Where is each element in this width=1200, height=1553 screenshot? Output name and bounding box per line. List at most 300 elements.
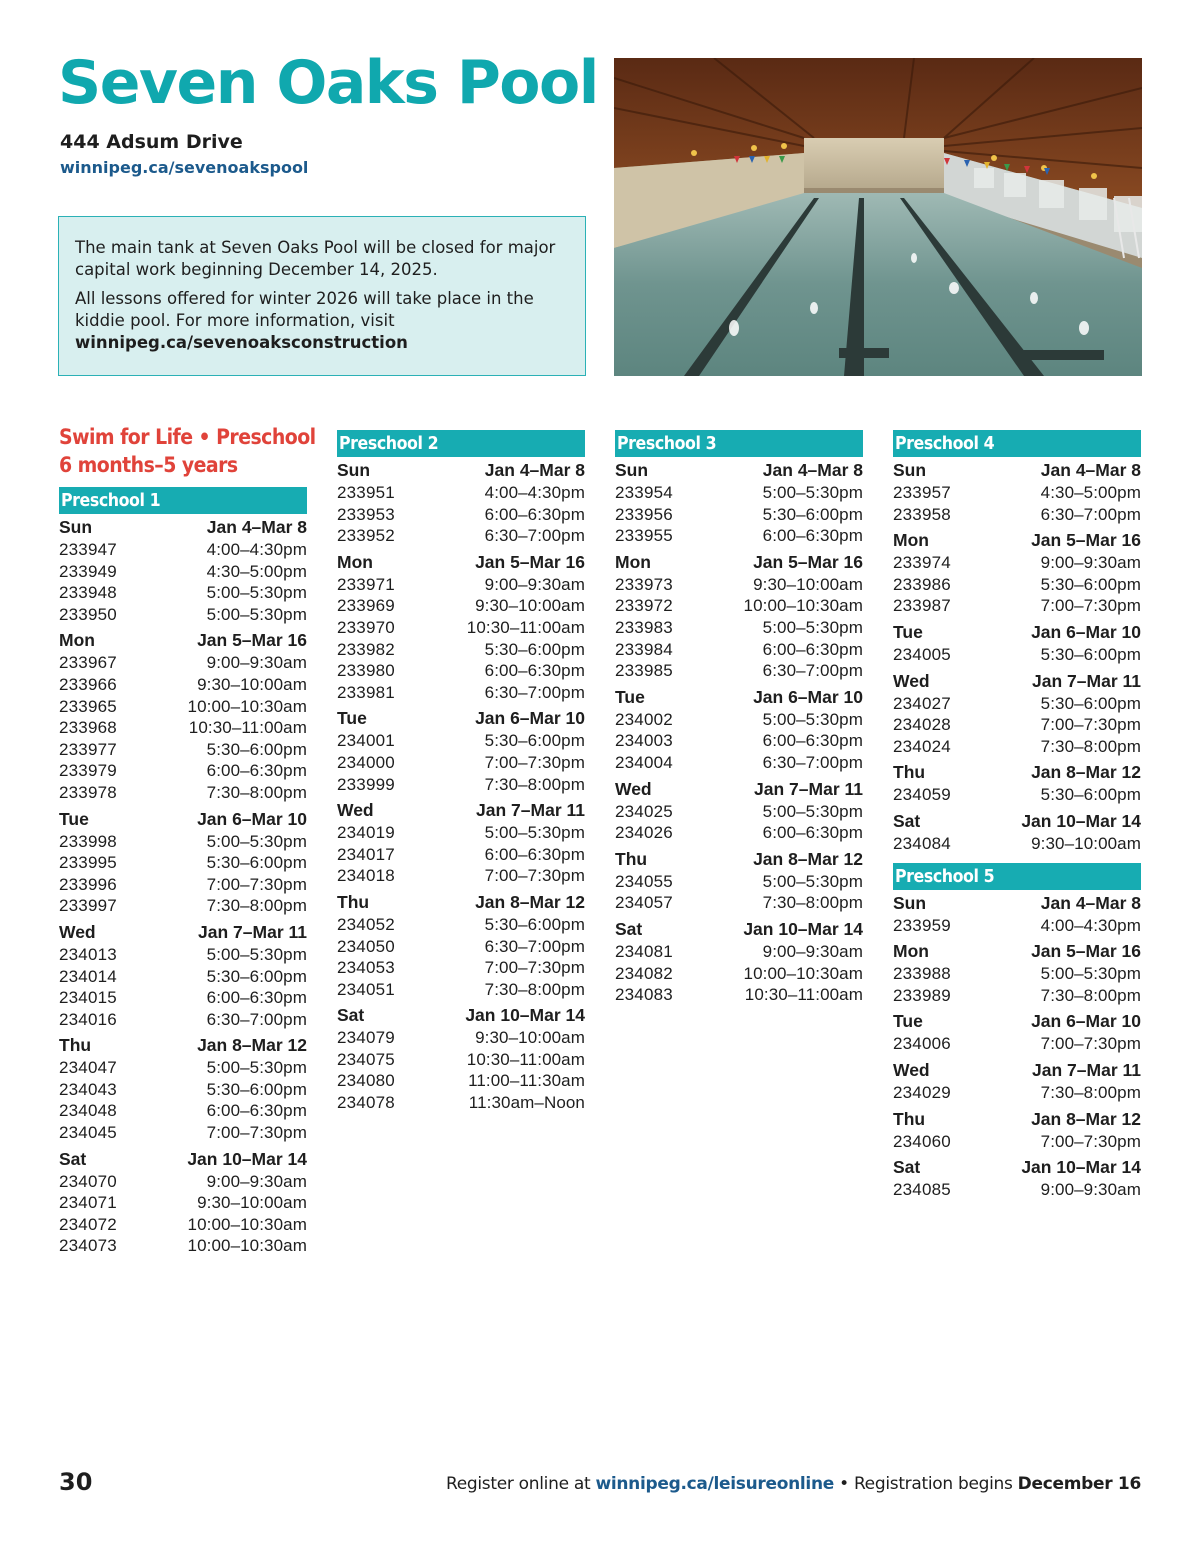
course-code: 233953 [337, 504, 395, 524]
day-date-range: Jan 4–Mar 8 [1040, 892, 1141, 913]
course-row[interactable] [337, 525, 585, 547]
day-date-range: Jan 7–Mar 11 [476, 800, 585, 821]
course-row[interactable] [615, 482, 863, 504]
course-time: 10:00–10:30am [187, 696, 307, 716]
course-time: 5:30–6:00pm [206, 966, 307, 986]
course-code: 233967 [59, 653, 117, 673]
course-row[interactable] [615, 801, 863, 823]
day-date-range: Jan 10–Mar 14 [1021, 810, 1141, 831]
day-name: Thu [893, 762, 926, 783]
course-row[interactable] [615, 660, 863, 682]
day-header [337, 891, 585, 914]
section-heading-line-2: 6 months–5 years [59, 453, 238, 477]
day-name: Mon [615, 551, 651, 572]
course-code: 233968 [59, 718, 117, 738]
course-code: 234071 [59, 1193, 117, 1213]
course-time: 6:00–6:30pm [762, 526, 863, 546]
course-time: 5:30–6:00pm [1040, 574, 1141, 594]
course-row[interactable] [893, 985, 1141, 1007]
course-row[interactable] [337, 936, 585, 958]
course-time: 7:30–8:00pm [1040, 985, 1141, 1005]
day-date-range: Jan 7–Mar 11 [1032, 1059, 1141, 1080]
course-time: 5:00–5:30pm [206, 1058, 307, 1078]
course-code: 233972 [615, 596, 673, 616]
program-block [615, 430, 863, 1006]
day-date-range: Jan 6–Mar 10 [1031, 1011, 1141, 1032]
course-time: 6:00–6:30pm [762, 823, 863, 843]
course-code: 234075 [337, 1049, 395, 1069]
course-code: 233996 [59, 874, 117, 894]
course-time: 7:00–7:30pm [484, 958, 585, 978]
course-row[interactable] [893, 1179, 1141, 1201]
course-code: 234072 [59, 1214, 117, 1234]
course-time: 5:30–6:00pm [484, 731, 585, 751]
schedule-column-3 [615, 430, 863, 1006]
course-code: 234080 [337, 1071, 395, 1091]
day-date-range: Jan 6–Mar 10 [753, 686, 863, 707]
day-name: Sat [337, 1005, 365, 1026]
course-code: 234070 [59, 1171, 117, 1191]
day-name: Wed [893, 1059, 930, 1080]
course-time: 6:00–6:30pm [484, 661, 585, 681]
course-time: 6:30–7:00pm [762, 661, 863, 681]
day-header [59, 1148, 307, 1171]
course-row[interactable] [59, 760, 307, 782]
program-name: Preschool 1 [61, 490, 161, 511]
course-code: 233966 [59, 674, 117, 694]
day-date-range: Jan 6–Mar 10 [197, 808, 307, 829]
course-code: 233974 [893, 553, 951, 573]
course-time: 7:00–7:30pm [1040, 1034, 1141, 1054]
day-date-range: Jan 8–Mar 12 [475, 891, 585, 912]
day-name: Sun [893, 460, 927, 480]
course-code: 233982 [337, 639, 395, 659]
course-code: 233948 [59, 583, 117, 603]
course-time: 10:00–10:30am [187, 1236, 307, 1256]
course-time: 5:30–6:00pm [484, 639, 585, 659]
course-code: 234002 [615, 709, 673, 729]
course-row[interactable] [337, 730, 585, 752]
course-time: 9:30–10:00am [197, 674, 307, 694]
day-header [893, 940, 1141, 963]
course-time: 9:30–10:00am [1031, 833, 1141, 853]
day-name: Wed [337, 800, 374, 821]
day-date-range: Jan 6–Mar 10 [1031, 621, 1141, 642]
day-name: Sat [893, 810, 921, 831]
program-header [893, 430, 1141, 457]
course-code: 234019 [337, 823, 395, 843]
course-code: 234005 [893, 644, 951, 664]
course-row[interactable] [337, 844, 585, 866]
course-time: 10:00–10:30am [187, 1214, 307, 1234]
course-row[interactable] [337, 752, 585, 774]
page-number: 30 [59, 1468, 93, 1496]
course-row[interactable] [59, 1122, 307, 1144]
course-row[interactable] [337, 822, 585, 844]
day-date-range: Jan 10–Mar 14 [1021, 1157, 1141, 1178]
course-code: 234016 [59, 1009, 117, 1029]
course-row[interactable] [337, 504, 585, 526]
program-block [893, 863, 1141, 1201]
schedule-column-1 [59, 423, 316, 1257]
course-row[interactable] [893, 963, 1141, 985]
course-row[interactable] [615, 595, 863, 617]
course-time: 5:30–6:00pm [484, 914, 585, 934]
course-row[interactable] [337, 574, 585, 596]
course-row[interactable] [59, 696, 307, 718]
day-name: Wed [59, 921, 96, 942]
pool-address: 444 Adsum Drive [60, 131, 243, 153]
course-row[interactable] [59, 987, 307, 1009]
course-code: 233959 [893, 915, 951, 935]
day-name: Tue [615, 686, 645, 707]
footer-bullet: • [839, 1474, 849, 1494]
course-code: 233949 [59, 561, 117, 581]
course-row[interactable] [893, 482, 1141, 504]
course-row[interactable] [893, 1131, 1141, 1153]
course-row[interactable] [893, 574, 1141, 596]
page-title: Seven Oaks Pool [58, 48, 598, 118]
course-time: 6:30–7:00pm [484, 682, 585, 702]
course-row[interactable] [59, 1079, 307, 1101]
course-code: 234073 [59, 1236, 117, 1256]
course-row[interactable] [59, 1100, 307, 1122]
course-time: 5:00–5:30pm [484, 823, 585, 843]
day-date-range: Jan 10–Mar 14 [743, 918, 863, 939]
course-row[interactable] [615, 709, 863, 731]
course-row[interactable] [337, 1027, 585, 1049]
course-row[interactable] [59, 539, 307, 561]
course-code: 234001 [337, 731, 395, 751]
course-time: 5:30–6:00pm [1040, 644, 1141, 664]
course-time: 10:00–10:30am [743, 963, 863, 983]
course-code: 234004 [615, 752, 673, 772]
course-time: 5:00–5:30pm [206, 831, 307, 851]
course-row[interactable] [59, 831, 307, 853]
course-code: 234043 [59, 1079, 117, 1099]
course-row[interactable] [615, 822, 863, 844]
course-time: 10:00–10:30am [743, 596, 863, 616]
course-row[interactable] [337, 979, 585, 1001]
day-header [59, 808, 307, 831]
course-time: 5:30–6:00pm [206, 853, 307, 873]
course-time: 4:00–4:30pm [1040, 915, 1141, 935]
course-row[interactable] [337, 639, 585, 661]
course-row[interactable] [615, 730, 863, 752]
closure-notice-box [58, 216, 586, 376]
day-date-range: Jan 5–Mar 16 [1031, 941, 1141, 962]
day-date-range: Jan 5–Mar 16 [197, 630, 307, 651]
course-row[interactable] [615, 639, 863, 661]
course-row[interactable] [615, 941, 863, 963]
course-row[interactable] [59, 966, 307, 988]
course-code: 234048 [59, 1101, 117, 1121]
course-code: 234085 [893, 1180, 951, 1200]
course-code: 233970 [337, 617, 395, 637]
day-date-range: Jan 8–Mar 12 [197, 1035, 307, 1056]
day-date-range: Jan 4–Mar 8 [762, 460, 863, 480]
course-row[interactable] [337, 617, 585, 639]
course-code: 233965 [59, 696, 117, 716]
course-code: 234017 [337, 844, 395, 864]
course-time: 10:30–11:00am [466, 1049, 585, 1069]
course-code: 233969 [337, 596, 395, 616]
course-row[interactable] [893, 714, 1141, 736]
course-row[interactable] [615, 963, 863, 985]
day-name: Sun [59, 517, 93, 537]
course-time: 4:30–5:00pm [1040, 483, 1141, 502]
day-header [893, 810, 1141, 833]
course-row[interactable] [59, 874, 307, 896]
day-header [893, 670, 1141, 693]
course-time: 5:30–6:00pm [1040, 785, 1141, 805]
course-row[interactable] [893, 552, 1141, 574]
course-code: 234029 [893, 1082, 951, 1102]
course-code: 233955 [615, 526, 673, 546]
registration-footer [446, 1474, 1141, 1494]
day-name: Sun [337, 460, 371, 480]
course-row[interactable] [615, 871, 863, 893]
course-code: 234051 [337, 979, 395, 999]
day-name: Thu [893, 1108, 926, 1129]
course-time: 7:30–8:00pm [206, 896, 307, 916]
leisure-online-link[interactable]: winnipeg.ca/leisureonline [595, 1474, 834, 1494]
course-row[interactable] [337, 595, 585, 617]
course-code: 234055 [615, 871, 673, 891]
day-header [615, 918, 863, 941]
course-code: 234028 [893, 715, 951, 735]
course-time: 9:30–10:00am [197, 1193, 307, 1213]
course-row[interactable] [59, 561, 307, 583]
notice-paragraph-1: The main tank at Seven Oaks Pool will be closed for major capital work beginning December 14, 2025. [75, 238, 556, 279]
day-header [893, 1156, 1141, 1179]
notice-paragraph-2-text: All lessons offered for winter 2026 will take place in the kiddie pool. For more information, visit [75, 289, 534, 330]
day-name: Sat [59, 1148, 87, 1169]
course-time: 7:00–7:30pm [484, 752, 585, 772]
course-code: 233957 [893, 483, 951, 502]
course-code: 234082 [615, 963, 673, 983]
pool-website-link[interactable]: winnipeg.ca/sevenoakspool [60, 158, 309, 177]
day-date-range: Jan 10–Mar 14 [187, 1148, 307, 1169]
course-row[interactable] [615, 504, 863, 526]
course-row[interactable] [59, 944, 307, 966]
course-time: 9:00–9:30am [762, 941, 863, 961]
day-date-range: Jan 8–Mar 12 [1031, 762, 1141, 783]
course-row[interactable] [59, 739, 307, 761]
course-row[interactable] [337, 482, 585, 504]
course-code: 234083 [615, 985, 673, 1005]
day-header [893, 892, 1141, 915]
course-row[interactable] [893, 595, 1141, 617]
day-header [59, 516, 307, 539]
course-time: 4:00–4:30pm [206, 540, 307, 559]
course-code: 233986 [893, 574, 951, 594]
course-time: 7:00–7:30pm [1040, 596, 1141, 616]
course-row[interactable] [615, 892, 863, 914]
course-row[interactable] [893, 1033, 1141, 1055]
course-time: 5:00–5:30pm [1040, 964, 1141, 984]
course-time: 9:00–9:30am [206, 1171, 307, 1191]
course-time: 7:00–7:30pm [1040, 1131, 1141, 1151]
course-code: 234078 [337, 1093, 395, 1113]
course-row[interactable] [615, 752, 863, 774]
day-date-range: Jan 8–Mar 12 [753, 848, 863, 869]
day-header [337, 707, 585, 730]
course-time: 5:30–6:00pm [762, 504, 863, 524]
program-header [59, 487, 307, 514]
course-time: 11:30am–Noon [468, 1093, 585, 1113]
course-code: 233956 [615, 504, 673, 524]
course-row[interactable] [59, 782, 307, 804]
course-time: 6:00–6:30pm [206, 988, 307, 1008]
course-code: 234060 [893, 1131, 951, 1151]
course-time: 5:30–6:00pm [1040, 693, 1141, 713]
day-date-range: Jan 5–Mar 16 [475, 551, 585, 572]
course-code: 234024 [893, 736, 951, 756]
course-time: 5:00–5:30pm [762, 871, 863, 891]
day-header [615, 686, 863, 709]
day-date-range: Jan 8–Mar 12 [1031, 1108, 1141, 1129]
day-header [337, 459, 585, 482]
course-row[interactable] [893, 915, 1141, 937]
course-code: 234026 [615, 823, 673, 843]
course-time: 9:00–9:30am [1040, 1180, 1141, 1200]
day-header [337, 1004, 585, 1027]
course-time: 9:00–9:30am [484, 574, 585, 594]
course-row[interactable] [615, 574, 863, 596]
course-code: 234013 [59, 944, 117, 964]
course-row[interactable] [337, 682, 585, 704]
day-date-range: Jan 7–Mar 11 [198, 921, 307, 942]
program-name: Preschool 2 [339, 433, 439, 454]
day-date-range: Jan 5–Mar 16 [1031, 530, 1141, 551]
day-name: Thu [59, 1035, 92, 1056]
course-row[interactable] [337, 774, 585, 796]
course-row[interactable] [337, 865, 585, 887]
course-row[interactable] [615, 984, 863, 1006]
course-time: 6:00–6:30pm [762, 639, 863, 659]
day-header [615, 848, 863, 871]
course-time: 5:00–5:30pm [762, 483, 863, 502]
course-time: 9:30–10:00am [753, 574, 863, 594]
course-code: 234015 [59, 988, 117, 1008]
course-code: 233997 [59, 896, 117, 916]
course-code: 234045 [59, 1123, 117, 1143]
course-code: 234006 [893, 1034, 951, 1054]
course-time: 6:30–7:00pm [1040, 504, 1141, 524]
course-code: 233989 [893, 985, 951, 1005]
course-time: 5:00–5:30pm [206, 583, 307, 603]
course-row[interactable] [59, 674, 307, 696]
course-code: 233984 [615, 639, 673, 659]
course-code: 233951 [337, 483, 395, 502]
course-row[interactable] [59, 1057, 307, 1079]
day-name: Mon [59, 630, 95, 651]
course-time: 5:00–5:30pm [206, 944, 307, 964]
course-row[interactable] [59, 652, 307, 674]
course-code: 234047 [59, 1058, 117, 1078]
course-row[interactable] [337, 1092, 585, 1114]
schedule-column-4 [893, 430, 1141, 1201]
course-row[interactable] [615, 525, 863, 547]
program-name: Preschool 5 [895, 865, 995, 887]
course-time: 7:30–8:00pm [484, 979, 585, 999]
course-row[interactable] [615, 617, 863, 639]
footer-middle: Registration begins [853, 1474, 1013, 1494]
course-row[interactable] [59, 582, 307, 604]
course-time: 10:30–11:00am [466, 617, 585, 637]
course-row[interactable] [893, 644, 1141, 666]
footer-prefix: Register online at [445, 1474, 591, 1494]
course-time: 4:00–4:30pm [484, 483, 585, 502]
day-name: Mon [893, 530, 929, 551]
course-code: 233980 [337, 661, 395, 681]
course-code: 234000 [337, 752, 395, 772]
course-row[interactable] [337, 957, 585, 979]
section-heading-line-1: Swim for Life • Preschool [59, 425, 316, 449]
course-row[interactable] [337, 660, 585, 682]
course-time: 6:30–7:00pm [762, 752, 863, 772]
day-name: Mon [337, 551, 373, 572]
day-header [615, 551, 863, 574]
course-row[interactable] [337, 914, 585, 936]
course-row[interactable] [893, 693, 1141, 715]
course-row[interactable] [59, 1171, 307, 1193]
course-code: 234003 [615, 731, 673, 751]
course-code: 233985 [615, 661, 673, 681]
construction-info-link[interactable]: winnipeg.ca/sevenoaksconstruction [75, 333, 408, 352]
course-row[interactable] [59, 717, 307, 739]
program-name: Preschool 3 [617, 433, 717, 454]
course-code: 233947 [59, 540, 117, 559]
course-row[interactable] [893, 784, 1141, 806]
course-code: 233950 [59, 604, 117, 624]
course-time: 6:00–6:30pm [762, 731, 863, 751]
day-header [893, 1010, 1141, 1033]
course-row[interactable] [59, 1192, 307, 1214]
course-row[interactable] [893, 833, 1141, 855]
course-code: 234050 [337, 936, 395, 956]
course-row[interactable] [59, 1214, 307, 1236]
course-row[interactable] [59, 604, 307, 626]
course-code: 234052 [337, 914, 395, 934]
course-time: 6:00–6:30pm [206, 761, 307, 781]
course-row[interactable] [59, 1235, 307, 1257]
course-row[interactable] [337, 1070, 585, 1092]
course-code: 233971 [337, 574, 395, 594]
day-header [893, 459, 1141, 482]
course-time: 6:00–6:30pm [484, 504, 585, 524]
day-date-range: Jan 10–Mar 14 [465, 1005, 585, 1026]
program-block [59, 487, 307, 1257]
course-time: 5:00–5:30pm [762, 617, 863, 637]
course-code: 234053 [337, 958, 395, 978]
course-row[interactable] [893, 504, 1141, 526]
day-name: Thu [615, 848, 648, 869]
day-name: Wed [615, 778, 652, 799]
course-time: 5:00–5:30pm [762, 709, 863, 729]
course-code: 233988 [893, 964, 951, 984]
course-row[interactable] [893, 736, 1141, 758]
course-row[interactable] [337, 1049, 585, 1071]
day-name: Tue [893, 1011, 923, 1032]
course-time: 7:30–8:00pm [1040, 736, 1141, 756]
course-code: 233999 [337, 774, 395, 794]
course-row[interactable] [59, 1009, 307, 1031]
course-row[interactable] [893, 1082, 1141, 1104]
course-row[interactable] [59, 895, 307, 917]
course-row[interactable] [59, 852, 307, 874]
